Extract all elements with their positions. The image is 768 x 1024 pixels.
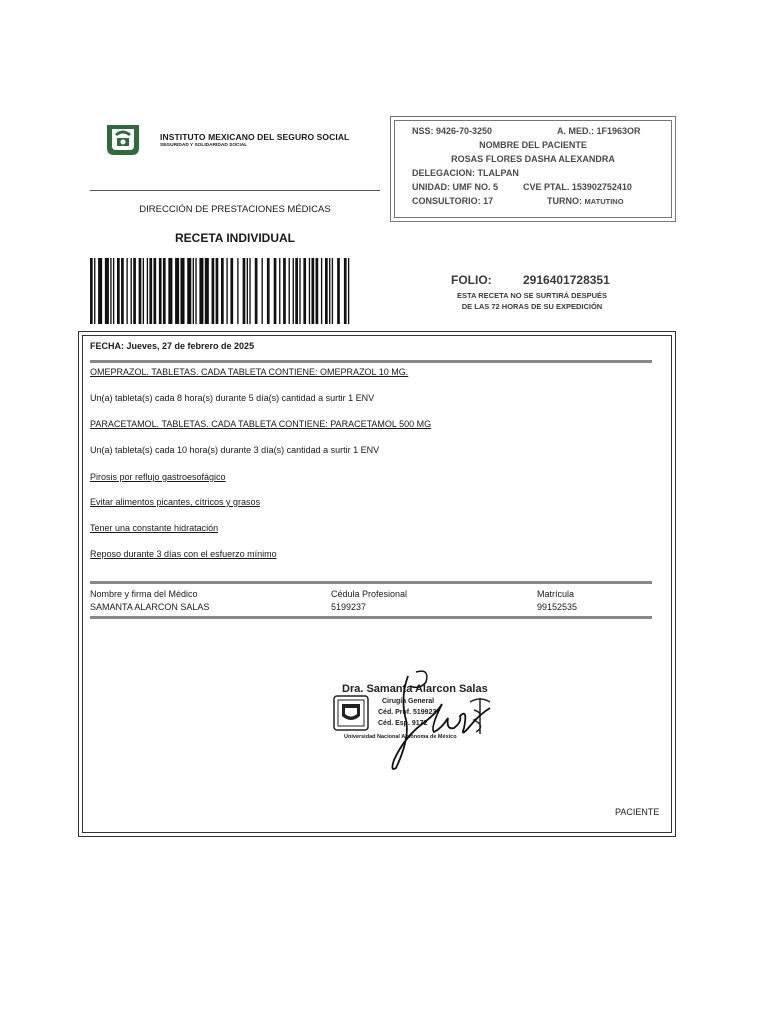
unam-seal-icon [334, 696, 368, 730]
barcode-bar [131, 258, 132, 324]
stamp-university: Universidad Nacional Autónoma de México [344, 734, 457, 740]
signature-divider-top [90, 581, 652, 584]
barcode-bar [163, 258, 166, 324]
barcode-bar [121, 258, 124, 324]
patient-cve-ptal: CVE PTAL. 153902752410 [523, 182, 632, 192]
barcode-bar [283, 258, 286, 324]
folio-note-line1: ESTA RECETA NO SE SURTIRÁ DESPUÉS [456, 291, 608, 300]
patient-amed: A. MED.: 1F1963OR [557, 126, 641, 136]
indication-1: Evitar alimentos picantes, cítricos y grasos [90, 497, 261, 507]
turno-label: TURNO: [547, 196, 582, 206]
barcode-bar [90, 258, 93, 324]
stamp-specialty: Cirugía General [382, 698, 435, 705]
indication-2: Tener una constante hidratación [90, 523, 219, 533]
barcode-bar [195, 258, 196, 324]
matricula-number: 99152535 [537, 602, 578, 612]
doctor-name-label: Nombre y firma del Médico [90, 589, 198, 599]
barcode-bar [113, 258, 114, 324]
barcode-bar [149, 258, 152, 324]
barcode-bar [309, 258, 310, 324]
date-divider [90, 360, 652, 363]
barcode-bar [247, 258, 248, 324]
barcode-bar [274, 258, 277, 324]
medication-2-dose: Un(a) tableta(s) cada 10 hora(s) durante 3 día(s) cantidad a surtir 1 ENV [90, 445, 380, 455]
barcode-bar [329, 258, 330, 324]
barcode-bar [110, 258, 111, 324]
prescription-date: FECHA: Jueves, 27 de febrero de 2025 [90, 341, 255, 351]
signature-divider-bottom [90, 616, 652, 619]
medication-2: PARACETAMOL. TABLETAS. CADA TABLETA CONTIENE: PARACETAMOL 500 MG [90, 419, 432, 429]
doctor-name: SAMANTA ALARCON SALAS [90, 602, 210, 612]
barcode-bar [143, 258, 144, 324]
folio-note-line2: DE LAS 72 HORAS DE SU EXPEDICIÓN [461, 302, 603, 311]
institution-subtitle: SEGURIDAD Y SOLIDARIDAD SOCIAL [160, 143, 248, 148]
imss-logo [104, 122, 142, 158]
patient-name-label: NOMBRE DEL PACIENTE [479, 140, 587, 150]
barcode-bar [199, 258, 203, 324]
barcode-bar [249, 258, 250, 324]
stamp-cedula-esp: Céd. Esp. 9172 [378, 720, 428, 727]
patient-name: ROSAS FLORES DASHA ALEXANDRA [451, 154, 615, 164]
barcode-bar [299, 258, 300, 324]
barcode-bar [153, 258, 156, 324]
barcode-bar [147, 258, 148, 324]
header-divider [90, 190, 380, 191]
barcode-bar [126, 258, 127, 324]
barcode-bar [303, 258, 306, 324]
patient-turno [547, 196, 624, 206]
institution-name: INSTITUTO MEXICANO DEL SEGURO SOCIAL [160, 132, 350, 142]
turno-value: MATUTINO [584, 197, 624, 206]
diagnosis: Pirosis por reflujo gastroesofágico [90, 472, 226, 482]
barcode-bar [279, 258, 280, 324]
barcode-bar [205, 258, 209, 324]
barcode-bar [332, 258, 333, 324]
barcode-bar [159, 258, 162, 324]
barcode-bar [216, 258, 219, 324]
barcode-bar [243, 258, 246, 324]
folio-label: FOLIO: [451, 273, 492, 287]
barcode-bar [316, 258, 319, 324]
barcode-bar [230, 258, 233, 324]
patient-nss: NSS: 9426-70-3250 [412, 126, 493, 136]
copy-label: PACIENTE [615, 807, 660, 817]
direccion-label: DIRECCIÓN DE PRESTACIONES MÉDICAS [139, 204, 331, 215]
patient-consultorio: CONSULTORIO: 17 [412, 196, 494, 206]
barcode-bar [295, 258, 298, 324]
cedula-label: Cédula Profesional [331, 589, 408, 599]
barcode-bar [94, 258, 95, 324]
barcode-bar [193, 258, 194, 324]
folio-expiry-note [440, 290, 624, 312]
barcode-bar [98, 258, 102, 324]
barcode-bar [255, 258, 258, 324]
cedula-number: 5199237 [331, 602, 367, 612]
stamp-doctor-name: Dra. Samanta Alarcon Salas [342, 683, 488, 695]
barcode-bar [139, 258, 142, 324]
patient-unidad: UNIDAD: UMF NO. 5 [412, 182, 498, 192]
barcode-bar [226, 258, 227, 324]
barcode-bar [237, 258, 238, 324]
barcode-bar [321, 258, 322, 324]
barcode-bar [175, 258, 179, 324]
doctor-stamp-signature [330, 668, 500, 772]
medication-1: OMEPRAZOL. TABLETAS. CADA TABLETA CONTIENE: OMEPRAZOL 10 MG. [90, 367, 409, 377]
barcode-bar [267, 258, 270, 324]
barcode-bar [344, 258, 347, 324]
barcode-bar [262, 258, 263, 324]
barcode-bar [348, 258, 349, 324]
barcode-bar [187, 258, 191, 324]
barcode-bar [117, 258, 120, 324]
medication-1-dose: Un(a) tableta(s) cada 8 hora(s) durante 5 día(s) cantidad a surtir 1 ENV [90, 393, 375, 403]
barcode-bar [293, 258, 294, 324]
document-title: RECETA INDIVIDUAL [175, 231, 295, 245]
barcode-bar [325, 258, 328, 324]
patient-delegacion: DELEGACION: TLALPAN [412, 168, 519, 178]
indication-3: Reposo durante 3 días con el esfuerzo mínimo [90, 549, 277, 559]
matricula-label: Matrícula [537, 589, 575, 599]
stamp-cedula-prof: Céd. Prof. 5199237 [378, 709, 441, 716]
barcode-bar [168, 258, 172, 324]
barcode-bar [221, 258, 224, 324]
barcode-bar [212, 258, 215, 324]
barcode-bar [311, 258, 314, 324]
barcode-bar [105, 258, 109, 324]
folio-barcode [90, 258, 352, 324]
barcode-bar [337, 258, 340, 324]
barcode-bar [289, 258, 290, 324]
barcode-bar [180, 258, 184, 324]
barcode-bar [133, 258, 136, 324]
folio-number: 2916401728351 [523, 273, 610, 287]
